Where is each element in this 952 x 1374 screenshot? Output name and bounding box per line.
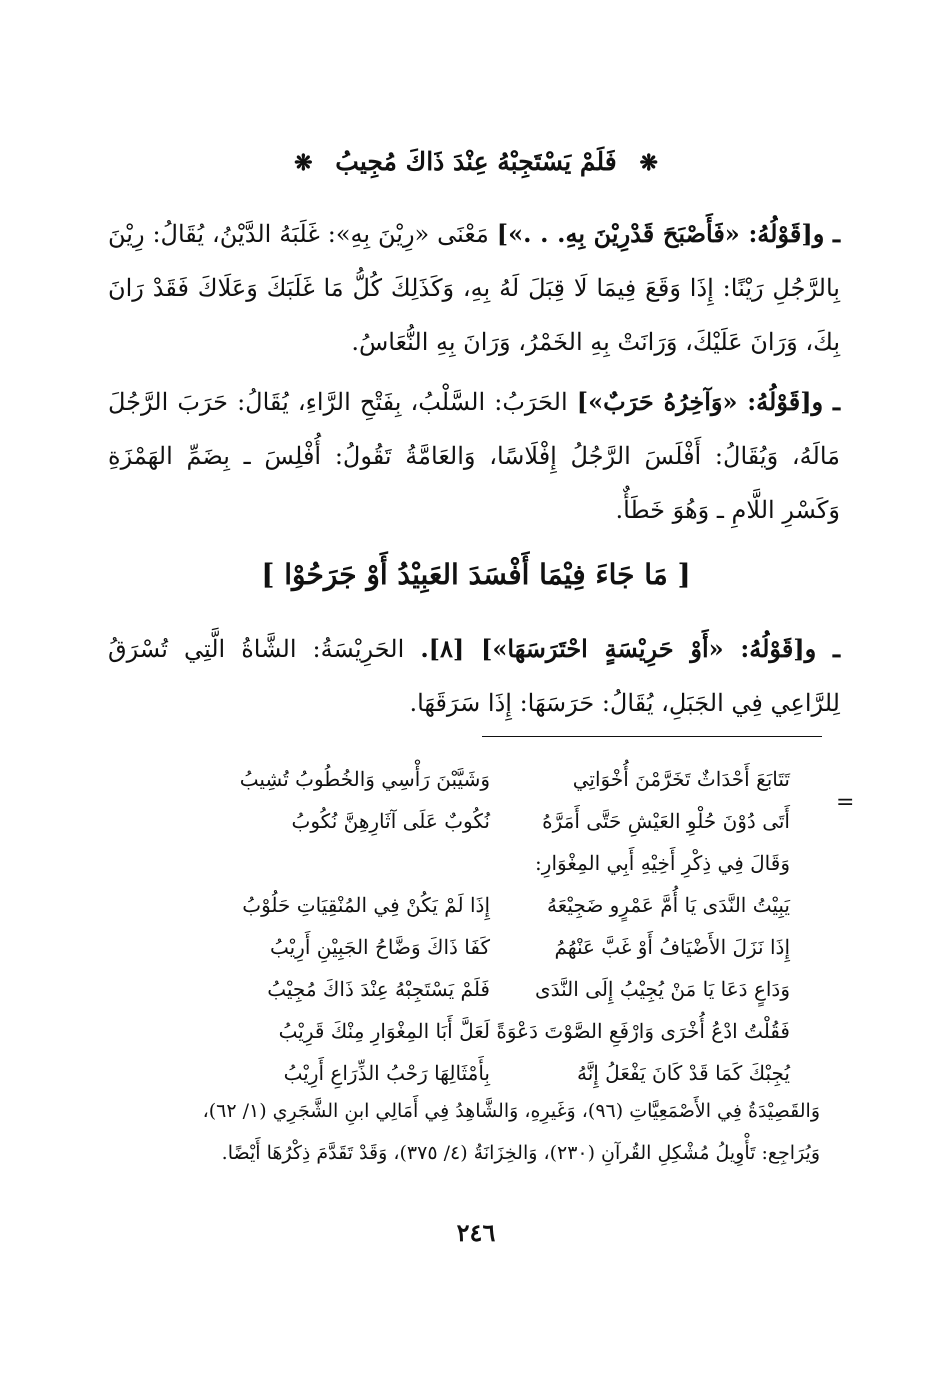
- verse-line: [150, 884, 790, 926]
- verse-line: [150, 926, 790, 968]
- verse-second-hemistich: لَعَلَّ أَبَا المِغْوَارِ مِنْكَ قَرِيْبُ: [278, 1019, 490, 1043]
- commentary-paragraph: [108, 622, 840, 730]
- verse-first-hemistich: يُجِبْكَ كَمَا قَدْ كَانَ يَفْعَلُ إِنَّهُ: [576, 1061, 790, 1085]
- verse-second-hemistich: بِأَمْثَالِهَا رَحْبُ الذِّرَاعِ أَرِيْبُ: [283, 1061, 490, 1085]
- footnote-verses-group: [150, 758, 790, 842]
- verse-second-hemistich: إِذَا لَمْ يَكُنْ فِي المُنْقِيَاتِ حَلُوْبُ: [242, 893, 490, 917]
- verse-line: [150, 1010, 790, 1052]
- verse-line: [150, 1052, 790, 1094]
- verse-first-hemistich: وَدَاعٍ دَعَا يَا مَنْ يُجِيْبُ إِلَى النَّدَى: [534, 977, 790, 1001]
- section-heading: [ مَا جَاءَ فِيْمَا أَفْسَدَ العَبِيْدُ أَوْ جَرَحُوْا ]: [261, 558, 691, 591]
- footnote-intro: وَقَالَ فِي ذِكْرِ أَخِيْهِ أَبِي المِغْوَارِ:: [535, 851, 790, 875]
- verse-first-hemistich: إِذَا نَزَلَ الأَضْيَافُ أَوْ غَبَّ عَنْهُمُ: [554, 935, 790, 959]
- verse-line: [150, 800, 790, 842]
- verse-second-hemistich: فَلَمْ يَسْتَجِبْهُ عِنْدَ ذَاكَ مُجِيْبُ: [267, 977, 490, 1001]
- continuation-mark: =: [836, 790, 855, 815]
- verse-second-hemistich: نُكُوبٌ عَلَى آثَارِهِنَّ نُكُوبُ: [291, 809, 490, 833]
- paragraph-text: الحَرَبُ: السَّلْبُ، بِفَتْحِ الرَّاءِ، يُقَالُ: حَرَبَ الرَّجُلَ مَالَهُ، وَيُقَالُ: أَفْلَسَ الرَّجُلُ إِفْلَاسًا، وَالعَامَّةُ تَقُولُ: أُفْلِسَ ـ بِضَمِّ الهَمْزَةِ وَكَسْرِ اللَّامِ ـ وَهُوَ خَطَأٌ.: [108, 388, 841, 524]
- footnote-source-note: وَالقَصِيْدَةُ فِي الأَصْمَعِيَّاتِ (٩٦)، وَغَيرِهِ، وَالشَّاهِدُ فِي أَمَالِي ابنِ الشَّجَرِي (١/ ٦٢)،: [202, 1100, 820, 1122]
- paragraph-lead: ـ و[قَوْلُهُ: «فَأَصْبَحَ قَدْرِيْنَ بِهِ. . .»]: [496, 219, 840, 248]
- verse-heading-text: فَلَمْ يَسْتَجِبْهُ عِنْدَ ذَاكَ مُجِيبُ: [335, 147, 617, 176]
- footnote-reference-note: وَيُرَاجِع: تَأْوِيلُ مُشْكِلِ القُرآنِ (٢٣٠)، وَالخِزَانَةُ (٤/ ٣٧٥)، وَقَدْ تَقَدَّمَ ذِكْرُهَا أَيْضًا.: [221, 1142, 820, 1164]
- commentary-paragraph: [108, 375, 840, 537]
- verse-first-hemistich: تَتَابَعَ أَحْدَاثٌ تَخَرَّمْنَ أُخْوَاتِي: [572, 767, 790, 791]
- verse-first-hemistich: فَقُلْتُ ادْعُ أُخْرَى وَارْفَعِ الصَّوْتَ دَعْوَةً: [496, 1019, 790, 1043]
- paragraph-text: مَعْنَى «رِيْنَ بِهِ»: غَلَبَهُ الدَّيْنُ، يُقَالُ: رِيْنَ بِالرَّجُلِ رَيْنًا: إِذَا وَقَعَ فِيمَا لَا قِبَلَ لَهُ بِهِ، وَكَذَلِكَ كُلُّ مَا غَلَبَكَ وَعَلَاكَ فَقَدْ رَانَ بِكَ، وَرَانَ عَلَيْكَ، وَرَانَتْ بِهِ الخَمْرُ، وَرَانَ بِهِ النُّعَاسُ.: [108, 220, 840, 356]
- star-ornament-icon: ❋: [294, 150, 313, 176]
- verse-heading: [0, 142, 952, 183]
- paragraph-text: الحَرِيْسَةُ: الشَّاةُ الَّتِي تُسْرَقُ لِلرَّاعِي فِي الجَبَلِ، يُقَالُ: حَرَسَهَا: إِذَا سَرَقَهَا.: [108, 635, 840, 717]
- commentary-paragraph: [108, 207, 840, 369]
- verse-second-hemistich: كَفَا ذَاكَ وَضَّاحُ الجَبِيْنِ أَرِيْبُ: [269, 935, 490, 959]
- verse-line: [150, 968, 790, 1010]
- footnote-divider: [482, 736, 822, 737]
- verse-line: [150, 758, 790, 800]
- star-ornament-icon: ❋: [639, 150, 658, 176]
- verse-second-hemistich: وَشَيَّبْنَ رَأْسِي وَالخُطُوبُ تُشِيبُ: [239, 767, 490, 791]
- paragraph-lead: ـ و[قَوْلُهُ: «وَآخِرُهُ حَرَبٌ»]: [576, 387, 840, 416]
- paragraph-lead: ـ و[قَوْلُهُ: «أَوْ حَرِيْسَةٍ احْتَرَسَهَا»] [٨].: [420, 634, 841, 663]
- footnote-verses-group: [150, 884, 790, 1094]
- verse-first-hemistich: أَتَى دُوْنَ حُلْوِ العَيْشِ حَتَّى أَمَرَّهُ: [542, 809, 790, 833]
- page-number: ٢٤٦: [456, 1218, 496, 1247]
- verse-first-hemistich: يَبِيْتُ النَّدَى يَا أُمَّ عَمْرٍو ضَجِيْعَهُ: [547, 893, 790, 917]
